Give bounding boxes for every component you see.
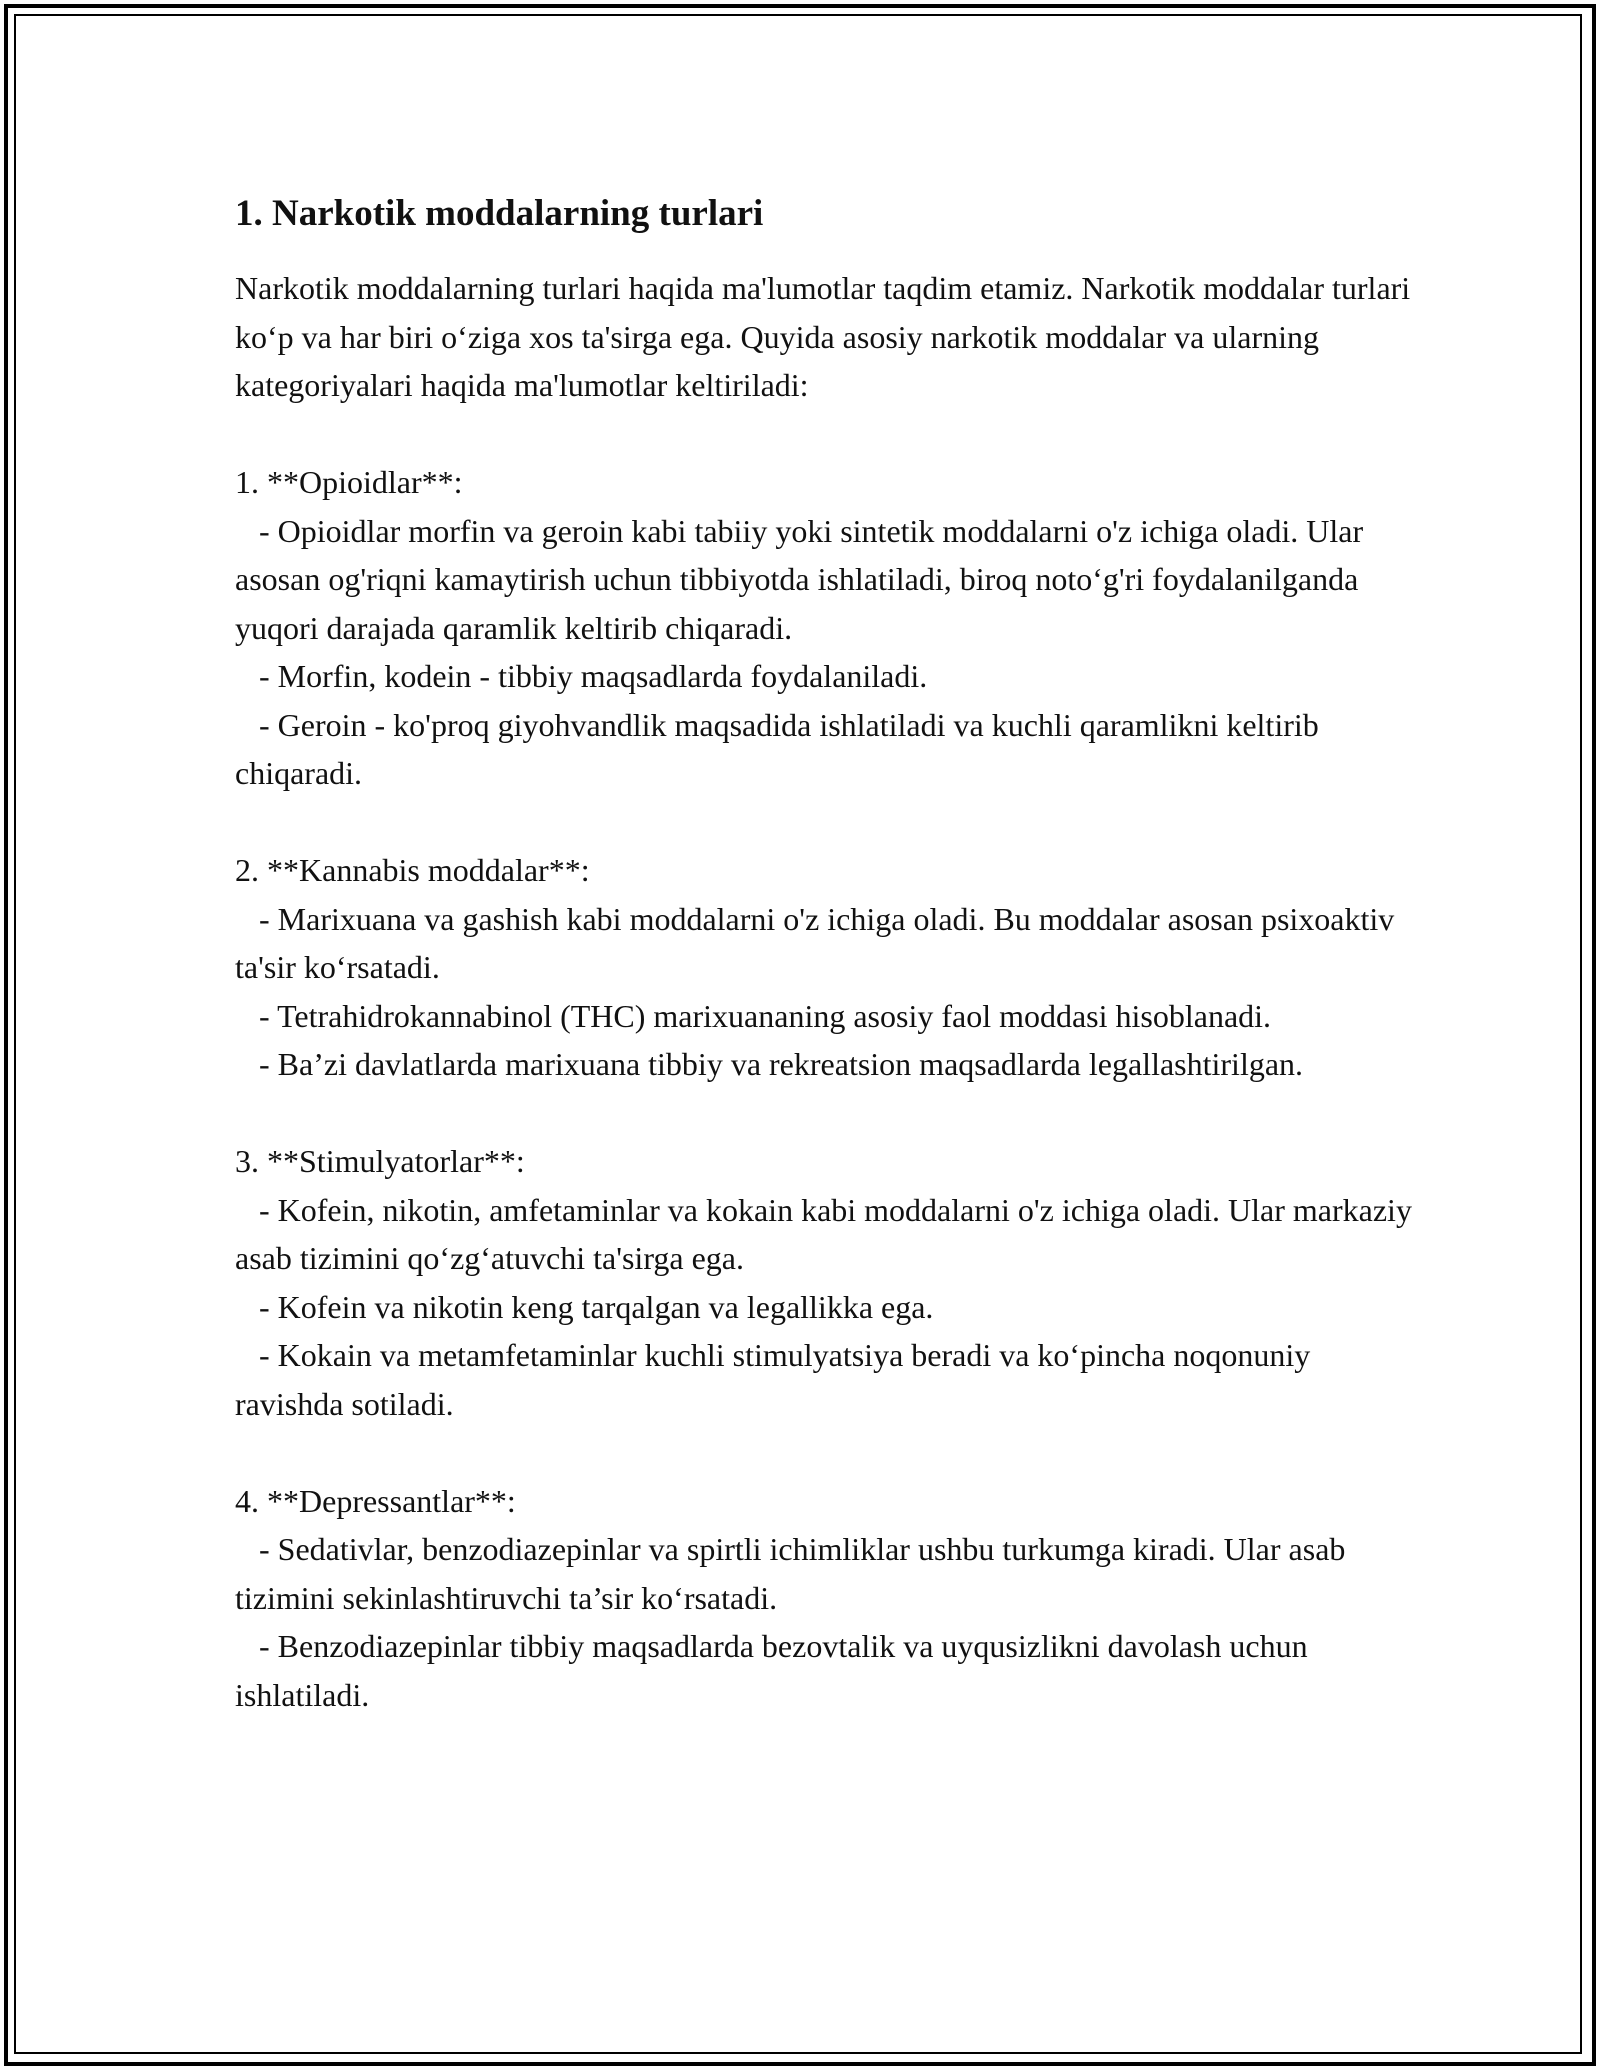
intro-paragraph: Narkotik moddalarning turlari haqida ma'lumotlar taqdim etamiz. Narkotik moddalar turlari ko‘p va har biri o‘ziga xos ta'sirga ega. Quyida asosiy narkotik moddalar va ularning kategoriyalari haqida ma'lumotlar keltiriladi: <box>235 270 1411 403</box>
list-item: - Kokain va metamfetaminlar kuchli stimulyatsiya beradi va ko‘pincha noqonuniy ravishda sotiladi. <box>235 1337 1311 1422</box>
section-title: 1. **Opioidlar**: <box>235 464 463 500</box>
list-item: - Ba’zi davlatlarda marixuana tibbiy va rekreatsion maqsadlarda legallashtirilgan. <box>259 1046 1304 1082</box>
list-item: - Kofein va nikotin keng tarqalgan va legallikka ega. <box>259 1288 934 1325</box>
list-item: - Benzodiazepinlar tibbiy maqsadlarda bezovtalik va uyqusizlikni davolash uchun ishlatiladi. <box>235 1628 1308 1713</box>
section-kannabis <box>235 846 1415 1089</box>
list-item: - Geroin - ko'proq giyohvandlik maqsadida ishlatiladi va kuchli qaramlikni keltirib chiqaradi. <box>235 706 1319 791</box>
list-item: - Marixuana va gashish kabi moddalarni o'z ichiga oladi. Bu moddalar asosan psixoaktiv ta'sir ko‘rsatadi. <box>235 900 1395 985</box>
section-title: 3. **Stimulyatorlar**: <box>235 1143 525 1179</box>
section-title: 2. **Kannabis moddalar**: <box>235 852 590 888</box>
document-body <box>235 190 1415 1719</box>
list-item: - Tetrahidrokannabinol (THC) marixuananing asosiy faol moddasi hisoblanadi. <box>259 997 1272 1034</box>
paragraph-gap <box>235 798 1415 847</box>
section-stimulyatorlar <box>235 1137 1415 1428</box>
paragraph-gap <box>235 1089 1415 1138</box>
list-item: - Opioidlar morfin va geroin kabi tabiiy yoki sintetik moddalarni o'z ichiga oladi. Ular asosan og'riqni kamaytirish uchun tibbiyotda ishlatiladi, biroq noto‘g'ri foydalanilganda yuqori darajada qaramlik keltirib chiqaradi. <box>235 512 1364 646</box>
paragraph-gap <box>235 1428 1415 1477</box>
section-title: 4. **Depressantlar**: <box>235 1482 516 1519</box>
list-item: - Kofein, nikotin, amfetaminlar va kokain kabi moddalarni o'z ichiga oladi. Ular markaziy asab tizimini qo‘zg‘atuvchi ta'sirga ega. <box>235 1191 1412 1276</box>
paragraph-gap <box>235 410 1415 459</box>
section-heading: 1. Narkotik moddalarning turlari <box>235 193 764 234</box>
section-opioidlar <box>235 458 1415 798</box>
list-item: - Sedativlar, benzodiazepinlar va spirtli ichimliklar ushbu turkumga kiradi. Ular asab tizimini sekinlashtiruvchi ta’sir ko‘rsatadi. <box>235 1531 1346 1616</box>
section-depressantlar <box>235 1477 1415 1720</box>
list-item: - Morfin, kodein - tibbiy maqsadlarda foydalaniladi. <box>259 658 928 694</box>
